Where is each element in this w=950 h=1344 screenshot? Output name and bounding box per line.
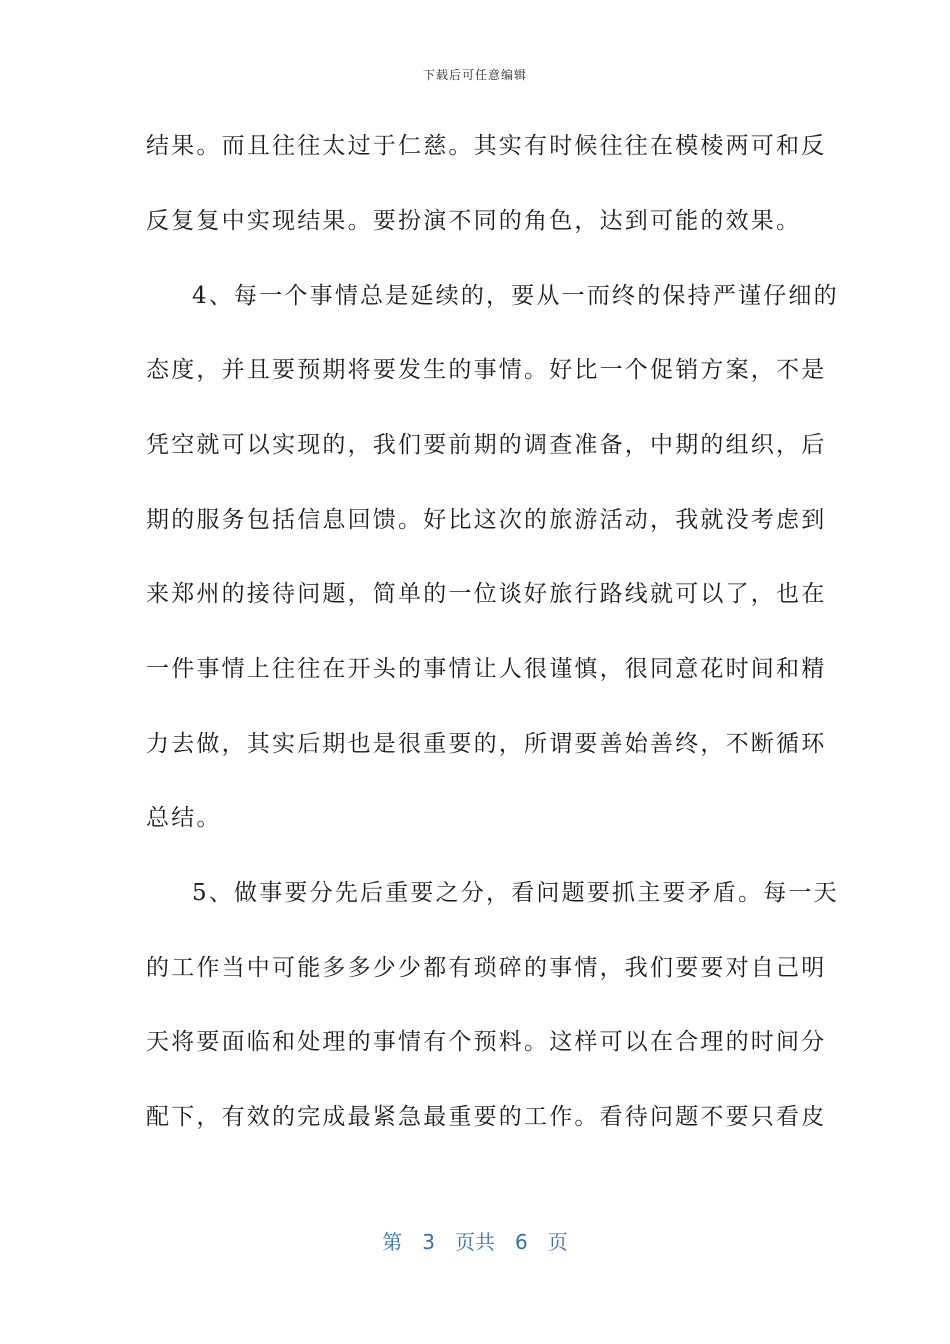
- paragraph-start-line: 4、每一个事情总是延续的，要从一而终的保持严谨仔细的: [192, 283, 839, 309]
- body-line: 总结。: [146, 805, 222, 831]
- page-number-footer: [0, 1226, 950, 1255]
- body-line: 来郑州的接待问题，简单的一位谈好旅行路线就可以了，也在: [146, 581, 827, 607]
- body-line: 一件事情上往往在开头的事情让人很谨慎，很同意花时间和精: [146, 656, 827, 682]
- body-line: 天将要面临和处理的事情有个预料。这样可以在合理的时间分: [146, 1029, 827, 1055]
- body-line: 反复复中实现结果。要扮演不同的角色，达到可能的效果。: [146, 208, 802, 234]
- body-line: 的工作当中可能多多少少都有琐碎的事情，我们要要对自己明: [146, 955, 827, 981]
- body-line: 态度，并且要预期将要发生的事情。好比一个促销方案，不是: [146, 357, 827, 383]
- page-header: 下载后可任意编辑: [422, 68, 527, 82]
- footer-suffix: 页: [547, 1230, 568, 1254]
- footer-middle: 页共: [455, 1230, 495, 1254]
- body-line: 力去做，其实后期也是很重要的，所谓要善始善终，不断循环: [146, 731, 827, 757]
- body-line: 配下，有效的完成最紧急最重要的工作。看待问题不要只看皮: [146, 1104, 827, 1130]
- body-line: 结果。而且往往太过于仁慈。其实有时候往往在模棱两可和反: [146, 133, 827, 159]
- footer-prefix: 第: [382, 1230, 403, 1254]
- paragraph-start-line: 5、做事要分先后重要之分，看问题要抓主要矛盾。每一天: [192, 880, 839, 906]
- body-line: 期的服务包括信息回馈。好比这次的旅游活动，我就没考虑到: [146, 507, 827, 533]
- total-pages-number: 6: [515, 1230, 528, 1254]
- current-page-number: 3: [422, 1230, 435, 1254]
- body-line: 凭空就可以实现的，我们要前期的调查准备，中期的组织，后: [146, 432, 827, 458]
